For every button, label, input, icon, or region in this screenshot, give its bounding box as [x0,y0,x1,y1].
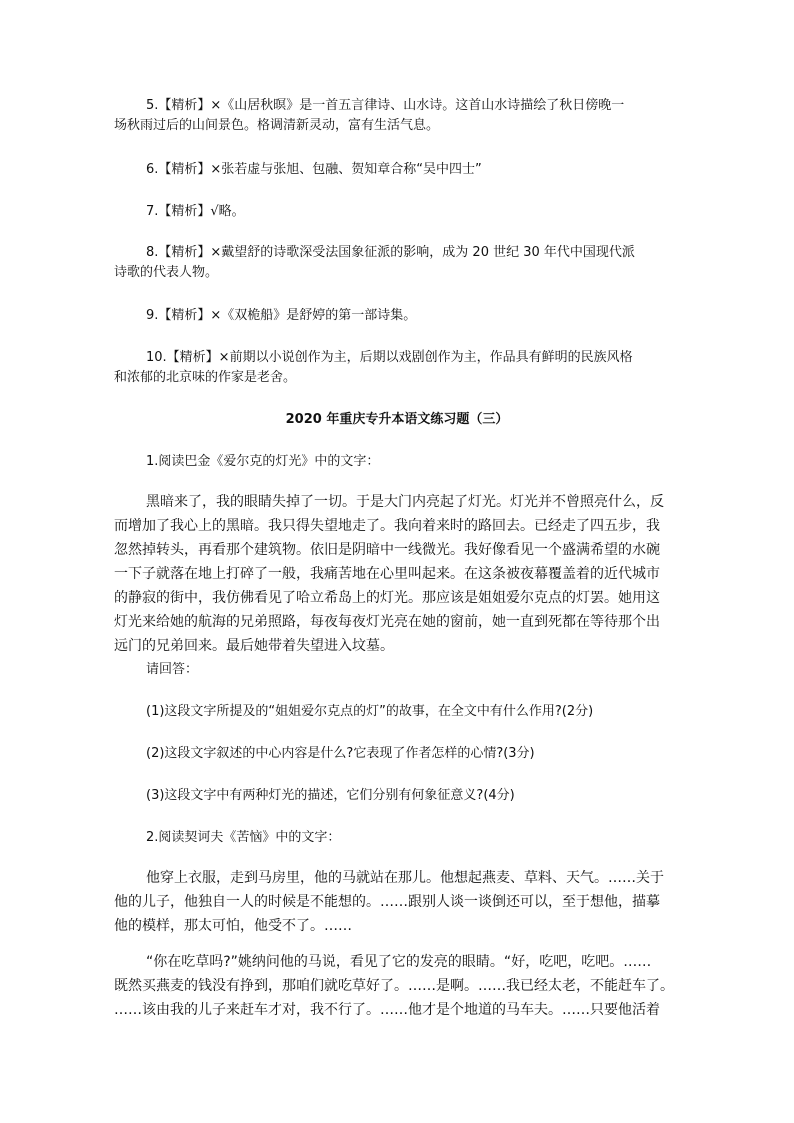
passage-line: 的静寂的街中，我仿佛看见了哈立希岛上的灯光。那应该是姐姐爱尔克点的灯罢。她用这 [114,590,660,606]
answer-line: 7.【精析】√略。 [146,204,245,219]
question-1-passage [114,490,674,658]
passage-line: 既然买燕麦的钱没有挣到，那咱们就吃草好了。……是啊。……我已经太老，不能赶车了。 [114,978,674,994]
answer-9 [146,306,666,326]
question-1-prompt: 1.阅读巴金《爱尔克的灯光》中的文字： [146,454,380,469]
passage-line: 一下子就落在地上打碎了一般，我痛苦地在心里叫起来。在这条被夜幕覆盖着的近代城市 [114,566,660,582]
passage-line: 而增加了我心上的黑暗。我只得失望地走了。我向着来时的路回去。已经走了四五步，我 [114,518,660,534]
question-2-passage-2 [114,950,674,1022]
answer-line: 9.【精析】×《双桅船》是舒婷的第一部诗集。 [146,308,417,323]
answer-line: 8.【精析】×戴望舒的诗歌深受法国象征派的影响，成为 20 世纪 30 年代中国现代派 [146,245,635,260]
section-title: 2020 年重庆专升本语文练习题（三） [285,412,509,427]
passage-line: 黑暗来了，我的眼睛失掉了一切。于是大门内亮起了灯光。灯光并不曾照亮什么，反 [146,494,664,510]
answer-line: 10.【精析】×前期以小说创作为主，后期以戏剧创作为主，作品具有鲜明的民族风格 [146,350,633,365]
answer-5 [114,96,666,136]
answer-line: 场秋雨过后的山间景色。格调清新灵动，富有生活气息。 [114,118,440,133]
passage-line: 他的模样，那太可怕，他受不了。…… [114,918,352,934]
passage-line: 他穿上衣服，走到马房里，他的马就站在那儿。他想起燕麦、草料、天气。……关于 [146,870,664,886]
passage-line: ……该由我的儿子来赶车才对，我不行了。……他才是个地道的马车夫。……只要他活着 [114,1002,660,1018]
question-2-passage-1 [114,866,674,938]
answer-7 [146,202,666,222]
sub-question-2: (2)这段文字叙述的中心内容是什么?它表现了作者怎样的心情?(3分) [146,746,535,761]
sub-question-3: (3)这段文字中有两种灯光的描述，它们分别有何象征意义?(4分) [146,788,515,803]
passage-line: 他的儿子，他独自一人的时候是不能想的。……跟别人谈一谈倒还可以，至于想他，描摹 [114,894,660,910]
answer-6 [146,160,666,180]
answer-line: 诗歌的代表人物。 [114,265,219,280]
question-2-prompt: 2.阅读契诃夫《苦恼》中的文字： [146,830,341,845]
answer-line: 6.【精析】×张若虚与张旭、包融、贺知章合称“吴中四士” [146,162,482,177]
answer-line: 5.【精析】×《山居秋暝》是一首五言律诗、山水诗。这首山水诗描绘了秋日傍晚一 [146,98,625,113]
sub-question-1: (1)这段文字所提及的“姐姐爱尔克点的灯”的故事，在全文中有什么作用?(2分) [146,704,594,719]
passage-line: 远门的兄弟回来。最后她带着失望进入坟墓。 [114,638,394,654]
answer-instruction: 请回答： [146,662,199,677]
passage-line: 忽然掉转头，再看那个建筑物。依旧是阴暗中一线微光。我好像看见一个盛满希望的水碗 [114,542,660,558]
passage-line: “你在吃草吗?”姚纳问他的马说，看见了它的发亮的眼睛。“好，吃吧，吃吧。…… [146,954,652,970]
answer-10 [114,348,666,388]
passage-line: 灯光来给她的航海的兄弟照路，每夜每夜灯光亮在她的窗前，她一直到死都在等待那个出 [114,614,660,630]
answer-8 [114,243,666,283]
answer-line: 和浓郁的北京味的作家是老舍。 [114,370,297,385]
